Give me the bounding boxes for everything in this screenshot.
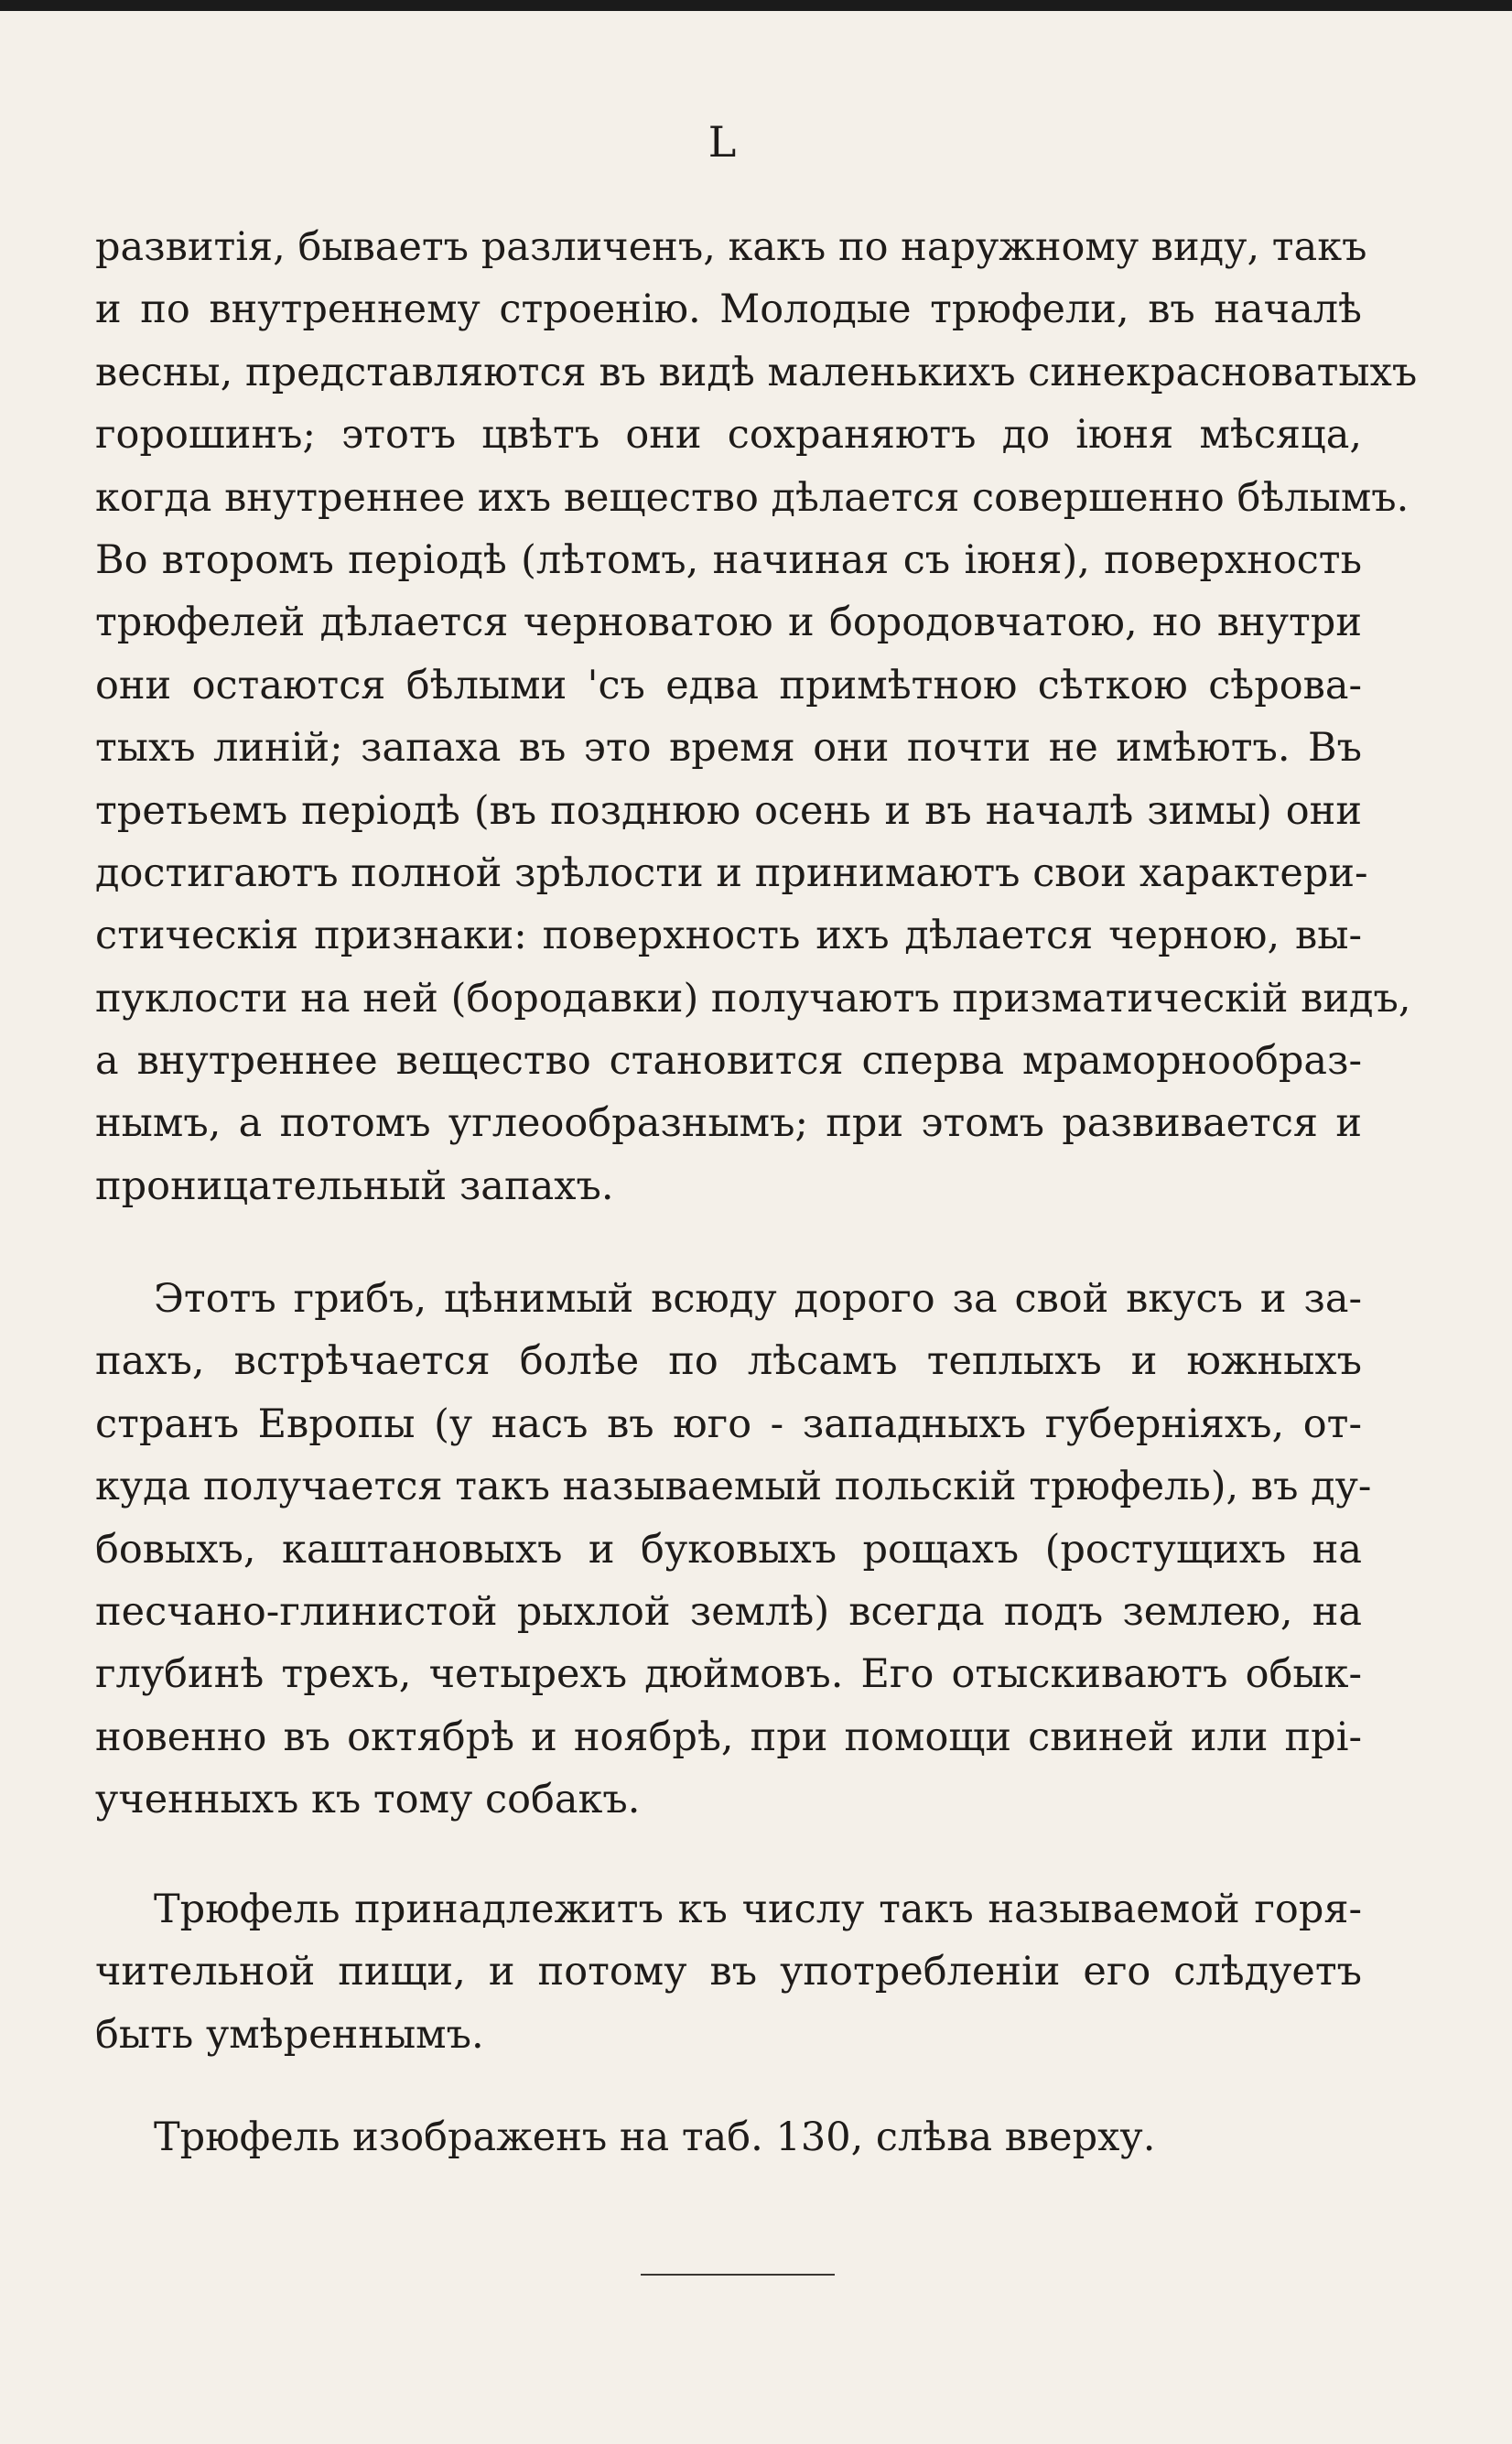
text-line: весны, представляются въ видѣ маленькихъ синекрасноватыхъ [95,349,1418,395]
paragraph-truffle-habitat [95,1268,1372,1832]
text-line: глубинѣ трехъ, четырехъ дюймовъ. Его отыскиваютъ обык- [95,1651,1362,1698]
text-line: быть умѣреннымъ. [95,2011,484,2058]
text-line: песчано-глинистой рыхлой землѣ) всегда подъ землею, на [95,1588,1362,1635]
text-line: Трюфель принадлежитъ къ числу такъ называемой горя- [154,1887,1362,1932]
paragraph-truffle-development [95,216,1418,1217]
paragraph-plate-reference [95,2106,1362,2168]
text-line: бовыхъ, каштановыхъ и буковыхъ рощахъ (ростущихъ на [95,1526,1362,1573]
text-line: Во второмъ періодѣ (лѣтомъ, начиная съ іюня), поверхность [95,536,1362,583]
top-border-rule [0,0,1512,11]
text-line: странъ Европы (у насъ въ юго - западныхъ губерніяхъ, от- [95,1400,1362,1447]
text-line: ученныхъ къ тому собакъ. [95,1777,641,1823]
text-line: и по внутреннему строенію. Молодые трюфели, въ началѣ [95,287,1362,333]
page-number: L [707,117,739,167]
text-line: тыхъ линій; запаха въ это время они почти не имѣютъ. Въ [95,725,1362,772]
text-line: когда внутреннее ихъ вещество дѣлается совершенно бѣлымъ. [95,474,1409,521]
text-line: проницательный запахъ. [95,1163,614,1209]
text-line: трюфелей дѣлается черноватою и бородовчатою, но внутри [95,600,1362,646]
text-line: стическія признаки: поверхность ихъ дѣлается черною, вы- [95,913,1362,959]
text-line: Трюфель изображенъ на таб. 130, слѣва вверху. [154,2114,1156,2160]
text-line: они остаются бѣлыми 'съ едва примѣтною сѣткою сѣрова- [95,662,1362,708]
text-line: куда получается такъ называемый польскій трюфель), въ ду- [95,1464,1372,1510]
text-line: развитія, бываетъ различенъ, какъ по наружному виду, такъ [95,224,1367,270]
text-line: достигаютъ полной зрѣлости и принимаютъ свои характери- [95,849,1368,896]
text-line: пахъ, встрѣчается болѣе по лѣсамъ теплыхъ и южныхъ [95,1338,1362,1385]
text-line: чительной пищи, и потому въ употребленіи его слѣдуетъ [95,1949,1362,1995]
text-line: Этотъ грибъ, цѣнимый всюду дорого за свой вкусъ и за- [154,1276,1362,1322]
text-line: горошинъ; этотъ цвѣтъ они сохраняютъ до іюня мѣсяца, [95,412,1362,459]
paragraph-truffle-consumption [95,1878,1362,2066]
text-line: пуклости на ней (бородавки) получаютъ призматическій видъ, [95,975,1411,1022]
section-separator-rule [641,2274,835,2276]
text-line: нымъ, а потомъ углеообразнымъ; при этомъ развивается и [95,1100,1362,1147]
text-line: третьемъ періодѣ (въ позднюю осень и въ началѣ зимы) они [95,787,1362,834]
text-line: а внутреннее вещество становится сперва мраморнообраз- [95,1038,1362,1085]
text-line: новенно въ октябрѣ и ноябрѣ, при помощи свиней или прі- [95,1714,1362,1760]
